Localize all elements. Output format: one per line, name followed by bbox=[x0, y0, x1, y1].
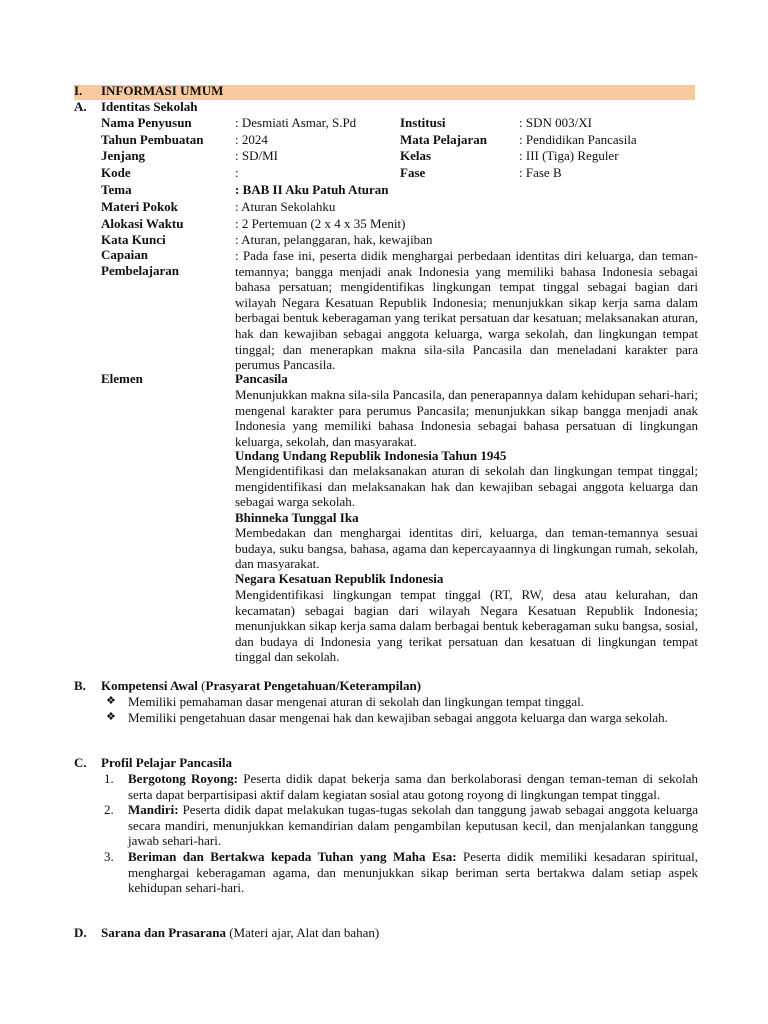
kelas-value: : III (Tiga) Reguler bbox=[519, 148, 619, 163]
jenjang-label: Jenjang bbox=[101, 148, 146, 163]
list-item bbox=[101, 849, 698, 896]
section-c-title: Profil Pelajar Pancasila bbox=[101, 755, 232, 770]
section-a-title: Identitas Sekolah bbox=[101, 99, 198, 114]
penyusun-value: : Desmiati Asmar, S.Pd bbox=[235, 115, 357, 130]
jenjang-value: : SD/MI bbox=[235, 148, 278, 163]
section-d-title bbox=[101, 925, 379, 941]
elemen-text: Mengidentifikasi lingkungan tempat tinggal (RT, RW, desa atau kelurahan, dan kecamatan) sebagai bagian dari wilayah Negara Kesatuan Republik Indonesia; menunjukkan sikap kerja sama dalam berbagai bentuk keberagaman suku bangsa, sosial, dan budaya di Indonesia yang terikat persatuan dan kesatuan di lingkungan tempat tinggal dan sekolah. bbox=[235, 587, 698, 665]
alokasi-label: Alokasi Waktu bbox=[101, 216, 184, 231]
elemen-heading: Bhinneka Tunggal Ika bbox=[235, 510, 359, 525]
list-number: 3. bbox=[104, 848, 114, 864]
materi-value: : Aturan Sekolahku bbox=[235, 199, 336, 214]
elemen-text: Mengidentifikasi dan melaksanakan aturan di sekolah dan lingkungan tempat tinggal; mengidentifikasi dan melaksanakan hak dan kewajiban sebagai anggota keluarga dan sebagai warga sekolah. bbox=[235, 463, 698, 510]
kunci-value: : Aturan, pelanggaran, hak, kewajiban bbox=[235, 232, 433, 247]
list-item-term: Mandiri: bbox=[128, 802, 179, 818]
section-b-title-paren: ( bbox=[197, 678, 206, 693]
list-item bbox=[101, 802, 698, 849]
mapel-value: : Pendidikan Pancasila bbox=[519, 132, 637, 147]
elemen-label: Elemen bbox=[101, 371, 143, 386]
penyusun-label: Nama Penyusun bbox=[101, 115, 192, 130]
list-item-text: Memiliki pemahaman dasar mengenai aturan di sekolah dan lingkungan tempat tinggal. bbox=[128, 694, 584, 709]
list-item-text: Peserta didik memiliki kesadaran spiritual, menghargai keberagaman agama, dan menunjukkan sikap beriman serta bertakwa dalam setiap aspek kehidupan sehari-hari. bbox=[128, 848, 698, 896]
section-b-title-main: Kompetensi Awal bbox=[101, 678, 198, 693]
section-i-number: I. bbox=[74, 83, 83, 98]
section-d-title-sub: (Materi ajar, Alat dan bahan) bbox=[225, 925, 380, 940]
section-b-letter: B. bbox=[74, 678, 86, 693]
alokasi-value: : 2 Pertemuan (2 x 4 x 35 Menit) bbox=[235, 216, 406, 231]
list-item bbox=[106, 710, 698, 726]
kunci-label: Kata Kunci bbox=[101, 232, 166, 247]
list-item-text: Memiliki pengetahuan dasar mengenai hak dan kewajiban sebagai anggota keluarga dan warga sekolah. bbox=[128, 709, 668, 725]
tema-value: : BAB II Aku Patuh Aturan bbox=[235, 182, 389, 197]
elemen-heading: Pancasila bbox=[235, 371, 288, 386]
list-number: 1. bbox=[104, 771, 114, 786]
materi-label: Materi Pokok bbox=[101, 199, 178, 214]
section-i-title: INFORMASI UMUM bbox=[101, 83, 224, 98]
fase-label: Fase bbox=[400, 165, 426, 180]
diamond-bullet-icon: ❖ bbox=[106, 710, 116, 723]
kompetensi-list bbox=[106, 694, 698, 725]
list-number: 2. bbox=[104, 802, 114, 818]
capaian-label-line2: Pembelajaran bbox=[101, 263, 179, 278]
fase-value: : Fase B bbox=[519, 165, 562, 180]
list-item-text: Peserta didik dapat bekerja sama dan berkolaborasi dengan teman-teman di sekolah serta dapat berpartisipasi aktif dalam kegiatan sosial atau gotong royong di lingkungan tempat tinggal. bbox=[128, 771, 698, 802]
section-d-title-main: Sarana dan Prasarana bbox=[101, 925, 226, 940]
kelas-label: Kelas bbox=[400, 148, 432, 163]
kode-label: Kode bbox=[101, 165, 131, 180]
elemen-heading: Undang Undang Republik Indonesia Tahun 1945 bbox=[235, 448, 507, 463]
section-d-letter: D. bbox=[74, 925, 87, 940]
section-b-title bbox=[101, 678, 421, 694]
institusi-label: Institusi bbox=[400, 115, 446, 130]
diamond-bullet-icon: ❖ bbox=[106, 695, 116, 707]
capaian-value: : Pada fase ini, peserta didik menghargai perbedaan identitas diri keluarga, dan teman-temannya; bangga menjadi anak Indonesia yang memiliki bahasa Indonesia sebagai bahasa persatuan; mengidentifikas lingkungan tempat tinggal sebagai bagian dari wilayah Negara Kesatuan Republik Indonesia; menunjukkan sikap kerja sama dalam berbagai bentuk keberagaman yang terikat persatuan dar kesatuan; melaksanakan aturan, hak dan kewajiban sebagai anggota keluarga, warga sekolah, dan lingkungan tempat tinggal; dan menerapkan makna sila-sila Pancasila dan meneladani karakter para perumus Pancasila. bbox=[235, 248, 698, 373]
capaian-label-line1: Capaian bbox=[101, 247, 148, 262]
tahun-label: Tahun Pembuatan bbox=[101, 132, 204, 147]
list-item-term: Bergotong Royong: bbox=[128, 771, 238, 786]
tema-label: Tema bbox=[101, 182, 132, 197]
section-c-letter: C. bbox=[74, 755, 87, 770]
section-a-letter: A. bbox=[74, 99, 87, 114]
list-item-term: Beriman dan Bertakwa kepada Tuhan yang Maha Esa: bbox=[128, 848, 457, 864]
elemen-text: Menunjukkan makna sila-sila Pancasila, dan penerapannya dalam kehidupan sehari-hari; mengenal karakter para perumus Pancasila; menunjukkan sikap bangga menjadi anak Indonesia yang memiliki bahasa Indonesia sebagai bahasa persatuan di lingkungan keluarga, sekolah, dan masyarakat. bbox=[235, 387, 698, 449]
tahun-value: : 2024 bbox=[235, 132, 268, 147]
institusi-value: : SDN 003/XI bbox=[519, 115, 592, 130]
elemen-text: Membedakan dan menghargai identitas diri, keluarga, dan teman-temannya sesuai budaya, suku bangsa, bahasa, agama dan kepercayaannya di lingkungan rumah, sekolah, dan masyarakat. bbox=[235, 525, 698, 572]
kode-value: : bbox=[235, 165, 239, 180]
mapel-label: Mata Pelajaran bbox=[400, 132, 488, 147]
list-item bbox=[106, 694, 698, 710]
list-item-text: Peserta didik dapat melakukan tugas-tugas sekolah dan tanggung jawab sebagai anggota keluarga secara mandiri, menunjukkan kemandirian dalam pengambilan keputusan kecil, dan menjalankan tanggung jawab sehari-hari. bbox=[128, 802, 698, 849]
section-b-title-sub: Prasyarat Pengetahuan/Keterampilan) bbox=[205, 678, 422, 693]
elemen-heading: Negara Kesatuan Republik Indonesia bbox=[235, 571, 444, 586]
profil-list bbox=[101, 771, 698, 896]
list-item bbox=[101, 771, 698, 802]
